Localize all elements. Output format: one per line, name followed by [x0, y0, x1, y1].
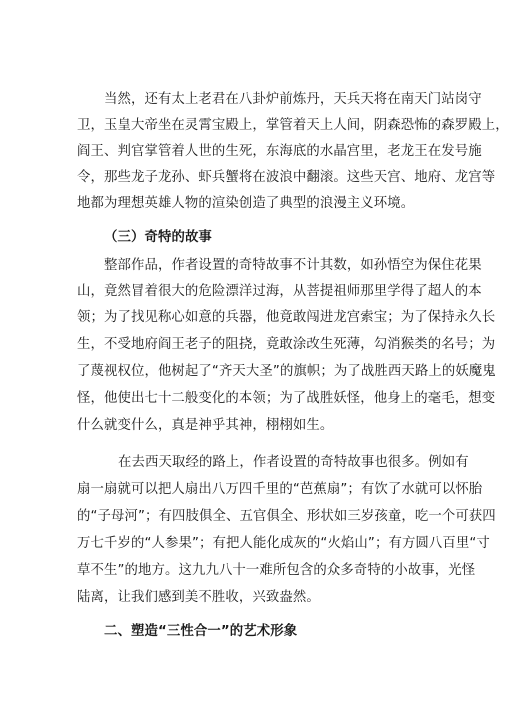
- paragraph-2-line-7: 什么就变什么，真是神乎其神，栩栩如生。: [77, 418, 334, 433]
- paragraph-3-line-3: 的“子母河”；有四肢俱全、五官俱全、形状如三岁孩童，吃一个可获四: [77, 509, 496, 524]
- paragraph-2-line-3: 领；为了找见称心如意的兵器，他竟敢闯进龙宫索宝；为了保持永久长: [77, 310, 496, 325]
- paragraph-1-line-4: 令，那些龙子龙孙、虾兵蟹将在波浪中翻滚。这些天宫、地府、龙宫等: [77, 170, 496, 185]
- paragraph-1-line-2: 卫，玉皇大帝坐在灵霄宝殿上，掌管着天上人间，阴森恐怖的森罗殿上，: [77, 118, 509, 133]
- paragraph-2-line-2: 山，竟然冒着很大的危险漂洋过海，从菩提祖师那里学得了超人的本: [77, 284, 482, 299]
- paragraph-3-line-4: 万七千岁的“人参果”；有把人能化成灰的“火焰山”；有方圆八百里“寸: [77, 536, 490, 551]
- paragraph-1-line-1: 当然，还有太上老君在八卦炉前炼丹，天兵天将在南天门站岗守: [104, 92, 482, 107]
- paragraph-2-line-6: 怪，他使出七十二般变化的本领；为了战胜妖怪，他身上的毫毛，想变: [77, 391, 496, 406]
- paragraph-3-line-5: 草不生”的地方。这九九八十一难所包含的众多奇特的小故事，光怪: [77, 563, 476, 578]
- paragraph-2-line-5: 了蔑视权位，他树起了“齐天大圣”的旗帜；为了战胜西天路上的妖魔鬼: [77, 364, 496, 379]
- paragraph-3-line-2: 扇一扇就可以把人扇出八万四千里的“芭蕉扇”；有饮了水就可以怀胎: [77, 482, 483, 497]
- paragraph-2-line-1: 整部作品，作者设置的奇特故事不计其数，如孙悟空为保住花果: [104, 258, 482, 273]
- section-heading-art-image: 二、塑造“三性合一”的艺术形象: [104, 624, 298, 639]
- paragraph-1-line-5: 地都为理想英雄人物的渲染创造了典型的浪漫主义环境。: [77, 196, 415, 211]
- paragraph-2-line-4: 生，不受地府阎王老子的阻挠，竟敢涂改生死薄，勾消猴类的名号；为: [77, 337, 496, 352]
- section-heading-odd-stories: （三）奇特的故事: [104, 230, 212, 245]
- paragraph-3-line-1: 在去西天取经的路上，作者设置的奇特故事也很多。例如有: [118, 455, 469, 470]
- paragraph-1-line-3: 阎王、判官掌管着人世的生死，东海底的水晶宫里，老龙王在发号施: [77, 144, 482, 159]
- paragraph-3-line-6: 陆离，让我们感到美不胜收，兴致盎然。: [77, 590, 320, 605]
